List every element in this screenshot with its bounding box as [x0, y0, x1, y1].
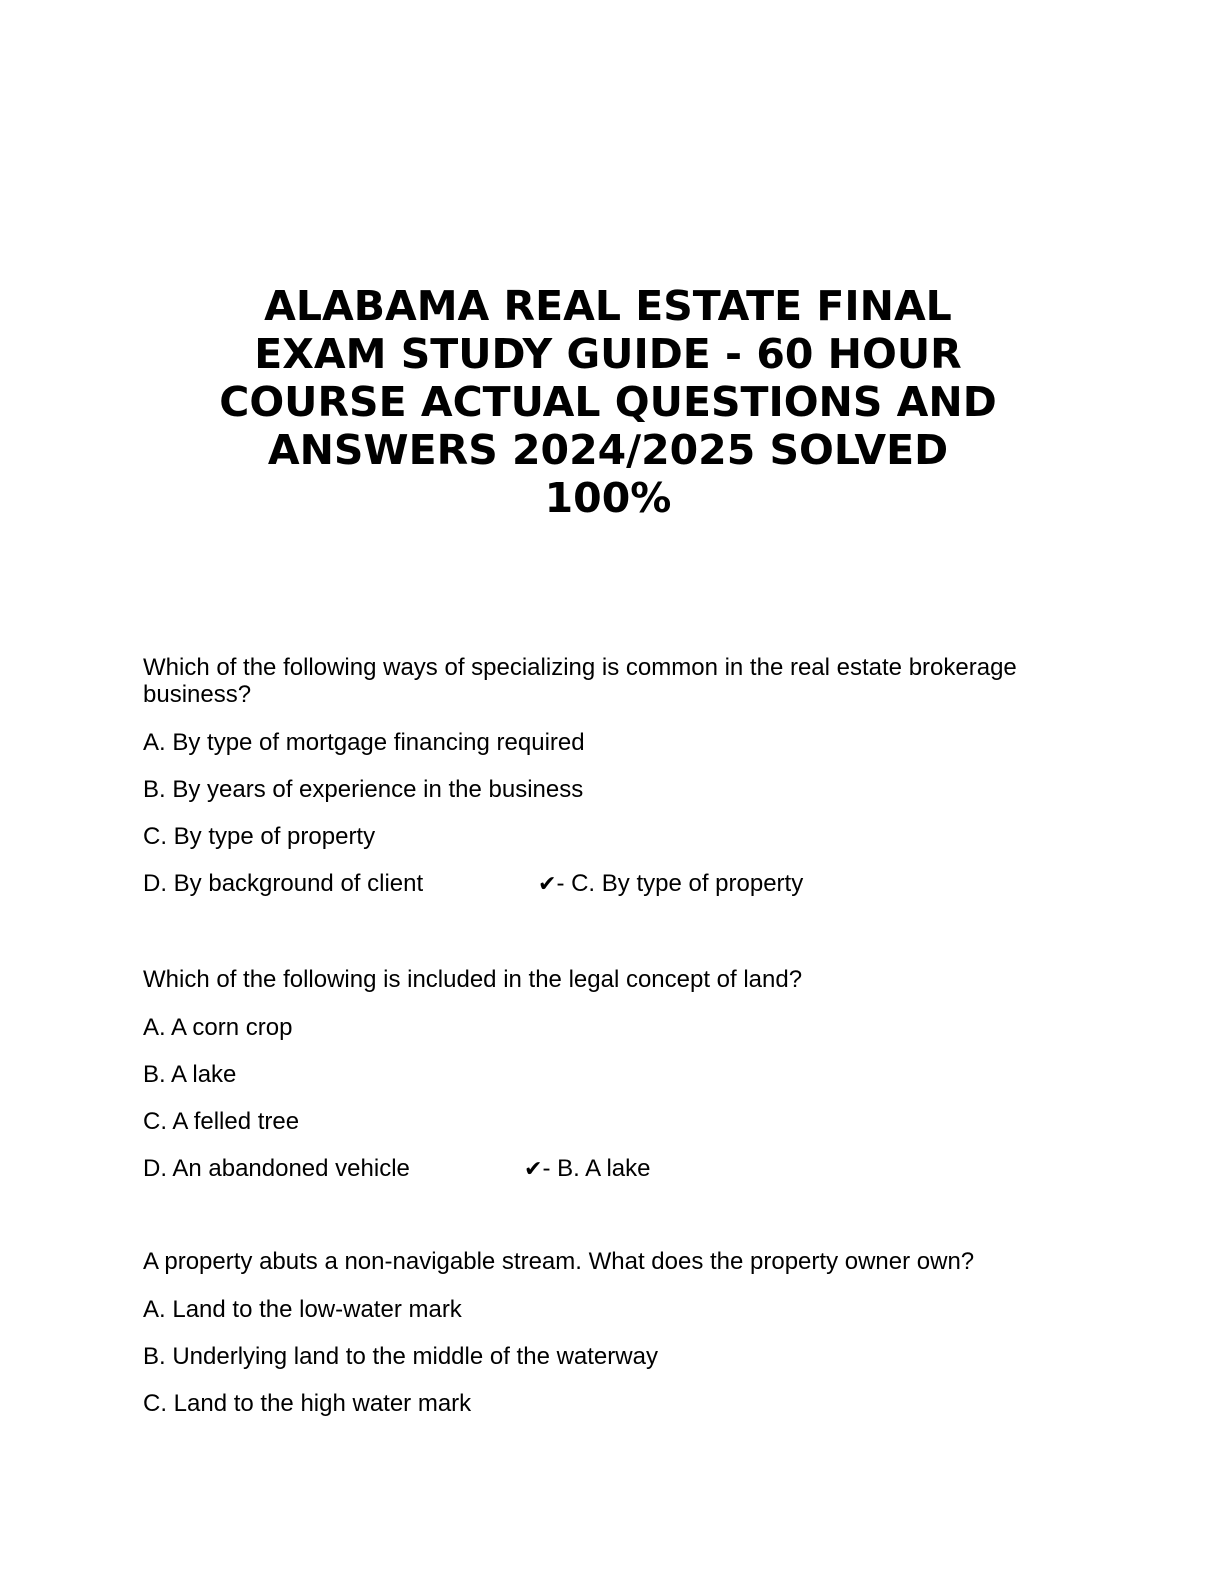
document-title — [130, 282, 1086, 522]
question-block-1 — [143, 654, 1103, 917]
title-line: EXAM STUDY GUIDE - 60 HOUR — [254, 330, 962, 378]
checkmark-icon: ✔ — [538, 872, 557, 897]
question-text — [143, 966, 1103, 993]
answer — [538, 870, 803, 898]
option-d: D. By background of client — [143, 870, 424, 897]
option-c: C. Land to the high water mark — [143, 1390, 472, 1417]
title-line: ALABAMA REAL ESTATE FINAL — [264, 282, 952, 330]
question-block-3 — [143, 1248, 1103, 1437]
option-b: B. By years of experience in the business — [143, 776, 584, 803]
option-d-row — [143, 870, 1103, 917]
option-b: B. Underlying land to the middle of the waterway — [143, 1343, 658, 1370]
title-line: COURSE ACTUAL QUESTIONS AND — [219, 378, 997, 426]
question-block-2 — [143, 966, 1103, 1202]
checkmark-icon: ✔ — [524, 1157, 543, 1182]
options-list — [143, 1014, 1103, 1202]
question-text-line: Which of the following ways of specializing is common in the real estate brokerage — [143, 654, 1017, 681]
option-b: B. A lake — [143, 1061, 237, 1088]
option-a: A. A corn crop — [143, 1014, 293, 1041]
answer-text: - B. A lake — [542, 1155, 651, 1182]
option-d: D. An abandoned vehicle — [143, 1155, 410, 1182]
title-line: ANSWERS 2024/2025 SOLVED — [267, 426, 949, 474]
options-list — [143, 1296, 1103, 1437]
option-a: A. By type of mortgage financing required — [143, 729, 585, 756]
question-text — [143, 654, 1103, 708]
question-text-line: business? — [143, 681, 252, 708]
option-c: C. By type of property — [143, 823, 376, 850]
question-text-line: Which of the following is included in the legal concept of land? — [143, 966, 803, 993]
answer-text: - C. By type of property — [556, 870, 804, 897]
options-list — [143, 729, 1103, 917]
question-text — [143, 1248, 1103, 1275]
option-a: A. Land to the low-water mark — [143, 1296, 462, 1323]
option-c: C. A felled tree — [143, 1108, 300, 1135]
answer — [524, 1155, 651, 1183]
title-line: 100% — [544, 474, 672, 522]
question-text-line: A property abuts a non-navigable stream. What does the property owner own? — [143, 1248, 975, 1275]
option-d-row — [143, 1155, 1103, 1202]
